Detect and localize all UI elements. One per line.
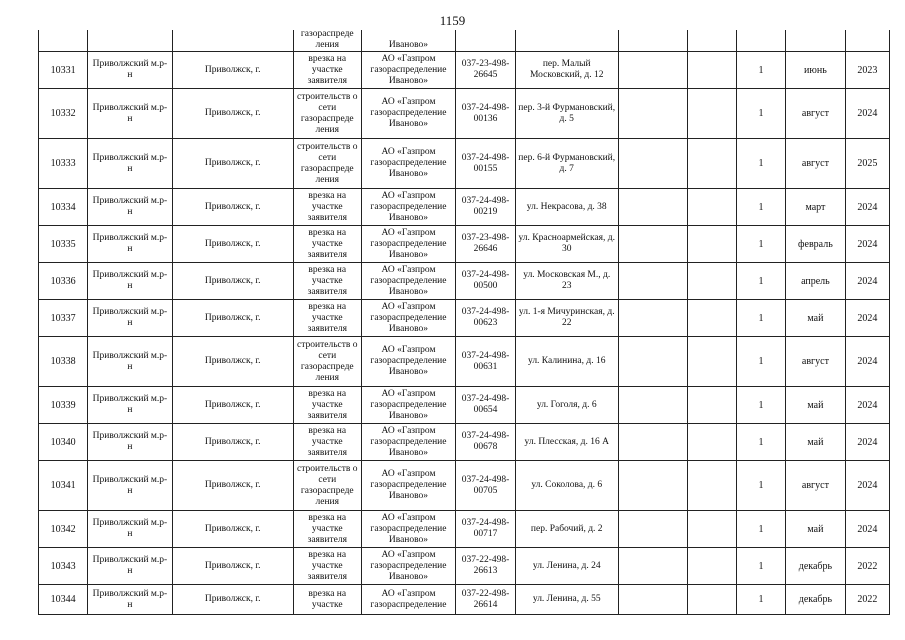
cell-empty	[688, 52, 736, 89]
cell-month: май	[786, 387, 846, 424]
cell-organization: АО «Газпром газораспределение Иваново»	[361, 52, 456, 89]
cell-work-type: врезка на участке заявителя	[293, 511, 361, 548]
cell-empty	[618, 89, 688, 139]
cell-empty	[688, 263, 736, 300]
cell-count: 1	[736, 585, 785, 615]
cell-address: ул. Красноармейская, д. 30	[515, 226, 618, 263]
cell-work-type: газораспреде ления	[293, 30, 361, 52]
table-row	[39, 189, 890, 226]
table-row	[39, 226, 890, 263]
cell-year: 2024	[845, 511, 889, 548]
cell-month: март	[786, 189, 846, 226]
cell-empty	[688, 387, 736, 424]
cell-count: 1	[736, 511, 785, 548]
cell-address: пер. Рабочий, д. 2	[515, 511, 618, 548]
cell-locality: Приволжск, г.	[172, 226, 293, 263]
cell-district: Приволжский м.р-н	[88, 263, 172, 300]
cell-month: июнь	[786, 52, 846, 89]
cell-number: 10338	[39, 337, 88, 387]
cell-locality: Приволжск, г.	[172, 300, 293, 337]
cell-locality: Приволжск, г.	[172, 263, 293, 300]
page-number: 1159	[439, 13, 466, 28]
cell-month: август	[786, 461, 846, 511]
cell-year: 2024	[845, 424, 889, 461]
table-row	[39, 300, 890, 337]
cell-empty	[688, 300, 736, 337]
cell-address: ул. Калинина, д. 16	[515, 337, 618, 387]
cell-month: май	[786, 511, 846, 548]
cell-application-number: 037-24-498-00623	[456, 300, 516, 337]
cell-empty	[688, 139, 736, 189]
cell-empty	[845, 30, 889, 52]
cell-count: 1	[736, 337, 785, 387]
cell-application-number: 037-24-498-00705	[456, 461, 516, 511]
cell-organization: АО «Газпром газораспределение Иваново»	[361, 300, 456, 337]
cell-year: 2025	[845, 139, 889, 189]
registry-body	[39, 30, 890, 615]
cell-application-number: 037-23-498-26646	[456, 226, 516, 263]
cell-address: ул. Московская М., д. 23	[515, 263, 618, 300]
cell-empty	[688, 337, 736, 387]
cell-organization: АО «Газпром газораспределение Иваново»	[361, 424, 456, 461]
cell-empty	[618, 263, 688, 300]
cell-application-number: 037-24-498-00500	[456, 263, 516, 300]
cell-organization: АО «Газпром газораспределение Иваново»	[361, 461, 456, 511]
cell-address: ул. Ленина, д. 55	[515, 585, 618, 615]
cell-district: Приволжский м.р-н	[88, 226, 172, 263]
cell-number: 10337	[39, 300, 88, 337]
cell-count: 1	[736, 548, 785, 585]
cell-locality: Приволжск, г.	[172, 585, 293, 615]
cell-organization: АО «Газпром газораспределение Иваново»	[361, 511, 456, 548]
cell-address: ул. Плесская, д. 16 А	[515, 424, 618, 461]
cell-number: 10333	[39, 139, 88, 189]
cell-address: ул. Ленина, д. 24	[515, 548, 618, 585]
cell-count: 1	[736, 461, 785, 511]
cell-work-type: врезка на участке заявителя	[293, 424, 361, 461]
cell-work-type: врезка на участке заявителя	[293, 300, 361, 337]
cell-empty	[688, 226, 736, 263]
cell-district: Приволжский м.р-н	[88, 387, 172, 424]
cell-district: Приволжский м.р-н	[88, 89, 172, 139]
cell-work-type: врезка на участке заявителя	[293, 263, 361, 300]
cell-work-type: строительств о сети газораспреде ления	[293, 337, 361, 387]
cell-work-type: врезка на участке заявителя	[293, 189, 361, 226]
cell-work-type: строительств о сети газораспреде ления	[293, 461, 361, 511]
cell-organization: АО «Газпром газораспределение Иваново»	[361, 139, 456, 189]
cell-month: май	[786, 424, 846, 461]
cell-month: февраль	[786, 226, 846, 263]
cell-year: 2024	[845, 300, 889, 337]
cell-locality: Приволжск, г.	[172, 89, 293, 139]
table-row	[39, 263, 890, 300]
cell-district: Приволжский м.р-н	[88, 139, 172, 189]
cell-empty	[618, 337, 688, 387]
cell-number: 10334	[39, 189, 88, 226]
cell-empty	[618, 511, 688, 548]
cell-application-number: 037-23-498-26645	[456, 52, 516, 89]
cell-district: Приволжский м.р-н	[88, 424, 172, 461]
cell-year: 2022	[845, 548, 889, 585]
cell-empty	[618, 52, 688, 89]
cell-number: 10335	[39, 226, 88, 263]
cell-year: 2024	[845, 337, 889, 387]
table-row	[39, 139, 890, 189]
cell-number: 10336	[39, 263, 88, 300]
cell-work-type: строительств о сети газораспреде ления	[293, 139, 361, 189]
cell-year: 2024	[845, 89, 889, 139]
cell-empty	[618, 461, 688, 511]
cell-empty	[618, 387, 688, 424]
cell-empty	[688, 548, 736, 585]
cell-organization: АО «Газпром газораспределение Иваново»	[361, 226, 456, 263]
cell-address: ул. Соколова, д. 6	[515, 461, 618, 511]
cell-count: 1	[736, 263, 785, 300]
cell-count: 1	[736, 424, 785, 461]
cell-organization: АО «Газпром газораспределение Иваново»	[361, 387, 456, 424]
cell-organization: АО «Газпром газораспределение Иваново»	[361, 263, 456, 300]
cell-year: 2024	[845, 226, 889, 263]
cell-work-type: врезка на участке заявителя	[293, 548, 361, 585]
cell-application-number: 037-24-498-00136	[456, 89, 516, 139]
cell-work-type: врезка на участке заявителя	[293, 226, 361, 263]
cell-empty	[618, 139, 688, 189]
cell-application-number: 037-24-498-00654	[456, 387, 516, 424]
table-row	[39, 548, 890, 585]
table-row	[39, 424, 890, 461]
registry-sheet	[38, 30, 890, 620]
table-row	[39, 585, 890, 615]
table-row	[39, 461, 890, 511]
cell-month: август	[786, 139, 846, 189]
cell-year: 2024	[845, 189, 889, 226]
table-row	[39, 511, 890, 548]
cell-empty	[618, 424, 688, 461]
cell-organization: АО «Газпром газораспределение Иваново»	[361, 548, 456, 585]
cell-application-number: 037-24-498-00717	[456, 511, 516, 548]
cell-month: декабрь	[786, 548, 846, 585]
cell-count: 1	[736, 189, 785, 226]
cell-district: Приволжский м.р-н	[88, 337, 172, 387]
cell-application-number: 037-24-498-00155	[456, 139, 516, 189]
cell-empty	[618, 548, 688, 585]
cell-work-type: врезка на участке заявителя	[293, 387, 361, 424]
cell-district: Приволжский м.р-н	[88, 585, 172, 615]
cell-work-type: строительств о сети газораспреде ления	[293, 89, 361, 139]
cell-month: апрель	[786, 263, 846, 300]
cell-number: 10342	[39, 511, 88, 548]
cell-application-number: 037-22-498-26613	[456, 548, 516, 585]
cell-number: 10341	[39, 461, 88, 511]
cell-count: 1	[736, 89, 785, 139]
cell-locality: Приволжск, г.	[172, 511, 293, 548]
cell-district: Приволжский м.р-н	[88, 189, 172, 226]
gasification-registry-table	[38, 30, 890, 615]
cell-empty	[618, 30, 688, 52]
cell-count: 1	[736, 139, 785, 189]
cell-empty	[618, 189, 688, 226]
cell-empty	[88, 30, 172, 52]
cell-address: ул. 1-я Мичуринская, д. 22	[515, 300, 618, 337]
cell-organization: АО «Газпром газораспределение Иваново»	[361, 89, 456, 139]
cell-locality: Приволжск, г.	[172, 139, 293, 189]
cell-address: пер. 6-й Фурмановский, д. 7	[515, 139, 618, 189]
cell-work-type: врезка на участке заявителя	[293, 52, 361, 89]
table-row	[39, 52, 890, 89]
cell-empty	[618, 585, 688, 615]
cell-number: 10332	[39, 89, 88, 139]
cell-year: 2024	[845, 387, 889, 424]
cell-empty	[688, 585, 736, 615]
cell-empty	[688, 30, 736, 52]
cell-locality: Приволжск, г.	[172, 548, 293, 585]
table-row-partial	[39, 30, 890, 52]
cell-number: 10331	[39, 52, 88, 89]
cell-locality: Приволжск, г.	[172, 189, 293, 226]
cell-organization: АО «Газпром газораспределение	[361, 585, 456, 615]
cell-empty	[736, 30, 785, 52]
cell-locality: Приволжск, г.	[172, 387, 293, 424]
cell-empty	[688, 424, 736, 461]
cell-count: 1	[736, 52, 785, 89]
cell-district: Приволжский м.р-н	[88, 511, 172, 548]
cell-count: 1	[736, 300, 785, 337]
cell-empty	[172, 30, 293, 52]
table-row	[39, 89, 890, 139]
cell-month: декабрь	[786, 585, 846, 615]
cell-year: 2024	[845, 461, 889, 511]
cell-number: 10340	[39, 424, 88, 461]
table-row	[39, 387, 890, 424]
cell-district: Приволжский м.р-н	[88, 548, 172, 585]
cell-application-number: 037-22-498-26614	[456, 585, 516, 615]
cell-empty	[618, 226, 688, 263]
cell-application-number: 037-24-498-00678	[456, 424, 516, 461]
cell-empty	[515, 30, 618, 52]
cell-count: 1	[736, 226, 785, 263]
cell-number: 10339	[39, 387, 88, 424]
cell-organization: Иваново»	[361, 30, 456, 52]
cell-month: август	[786, 337, 846, 387]
cell-work-type: врезка на участке	[293, 585, 361, 615]
cell-empty	[688, 89, 736, 139]
cell-number: 10344	[39, 585, 88, 615]
cell-empty	[456, 30, 516, 52]
cell-month: май	[786, 300, 846, 337]
cell-address: ул. Некрасова, д. 38	[515, 189, 618, 226]
cell-count: 1	[736, 387, 785, 424]
table-row	[39, 337, 890, 387]
cell-application-number: 037-24-498-00219	[456, 189, 516, 226]
cell-number: 10343	[39, 548, 88, 585]
cell-application-number: 037-24-498-00631	[456, 337, 516, 387]
cell-district: Приволжский м.р-н	[88, 461, 172, 511]
cell-year: 2022	[845, 585, 889, 615]
cell-district: Приволжский м.р-н	[88, 300, 172, 337]
cell-locality: Приволжск, г.	[172, 52, 293, 89]
cell-locality: Приволжск, г.	[172, 424, 293, 461]
cell-organization: АО «Газпром газораспределение Иваново»	[361, 337, 456, 387]
cell-year: 2023	[845, 52, 889, 89]
cell-organization: АО «Газпром газораспределение Иваново»	[361, 189, 456, 226]
cell-month: август	[786, 89, 846, 139]
cell-address: пер. Малый Московский, д. 12	[515, 52, 618, 89]
cell-locality: Приволжск, г.	[172, 461, 293, 511]
cell-empty	[688, 511, 736, 548]
cell-empty	[786, 30, 846, 52]
cell-empty	[688, 189, 736, 226]
cell-address: ул. Гоголя, д. 6	[515, 387, 618, 424]
cell-year: 2024	[845, 263, 889, 300]
cell-district: Приволжский м.р-н	[88, 52, 172, 89]
cell-locality: Приволжск, г.	[172, 337, 293, 387]
cell-address: пер. 3-й Фурмановский, д. 5	[515, 89, 618, 139]
cell-empty	[618, 300, 688, 337]
cell-empty	[688, 461, 736, 511]
cell-empty	[39, 30, 88, 52]
